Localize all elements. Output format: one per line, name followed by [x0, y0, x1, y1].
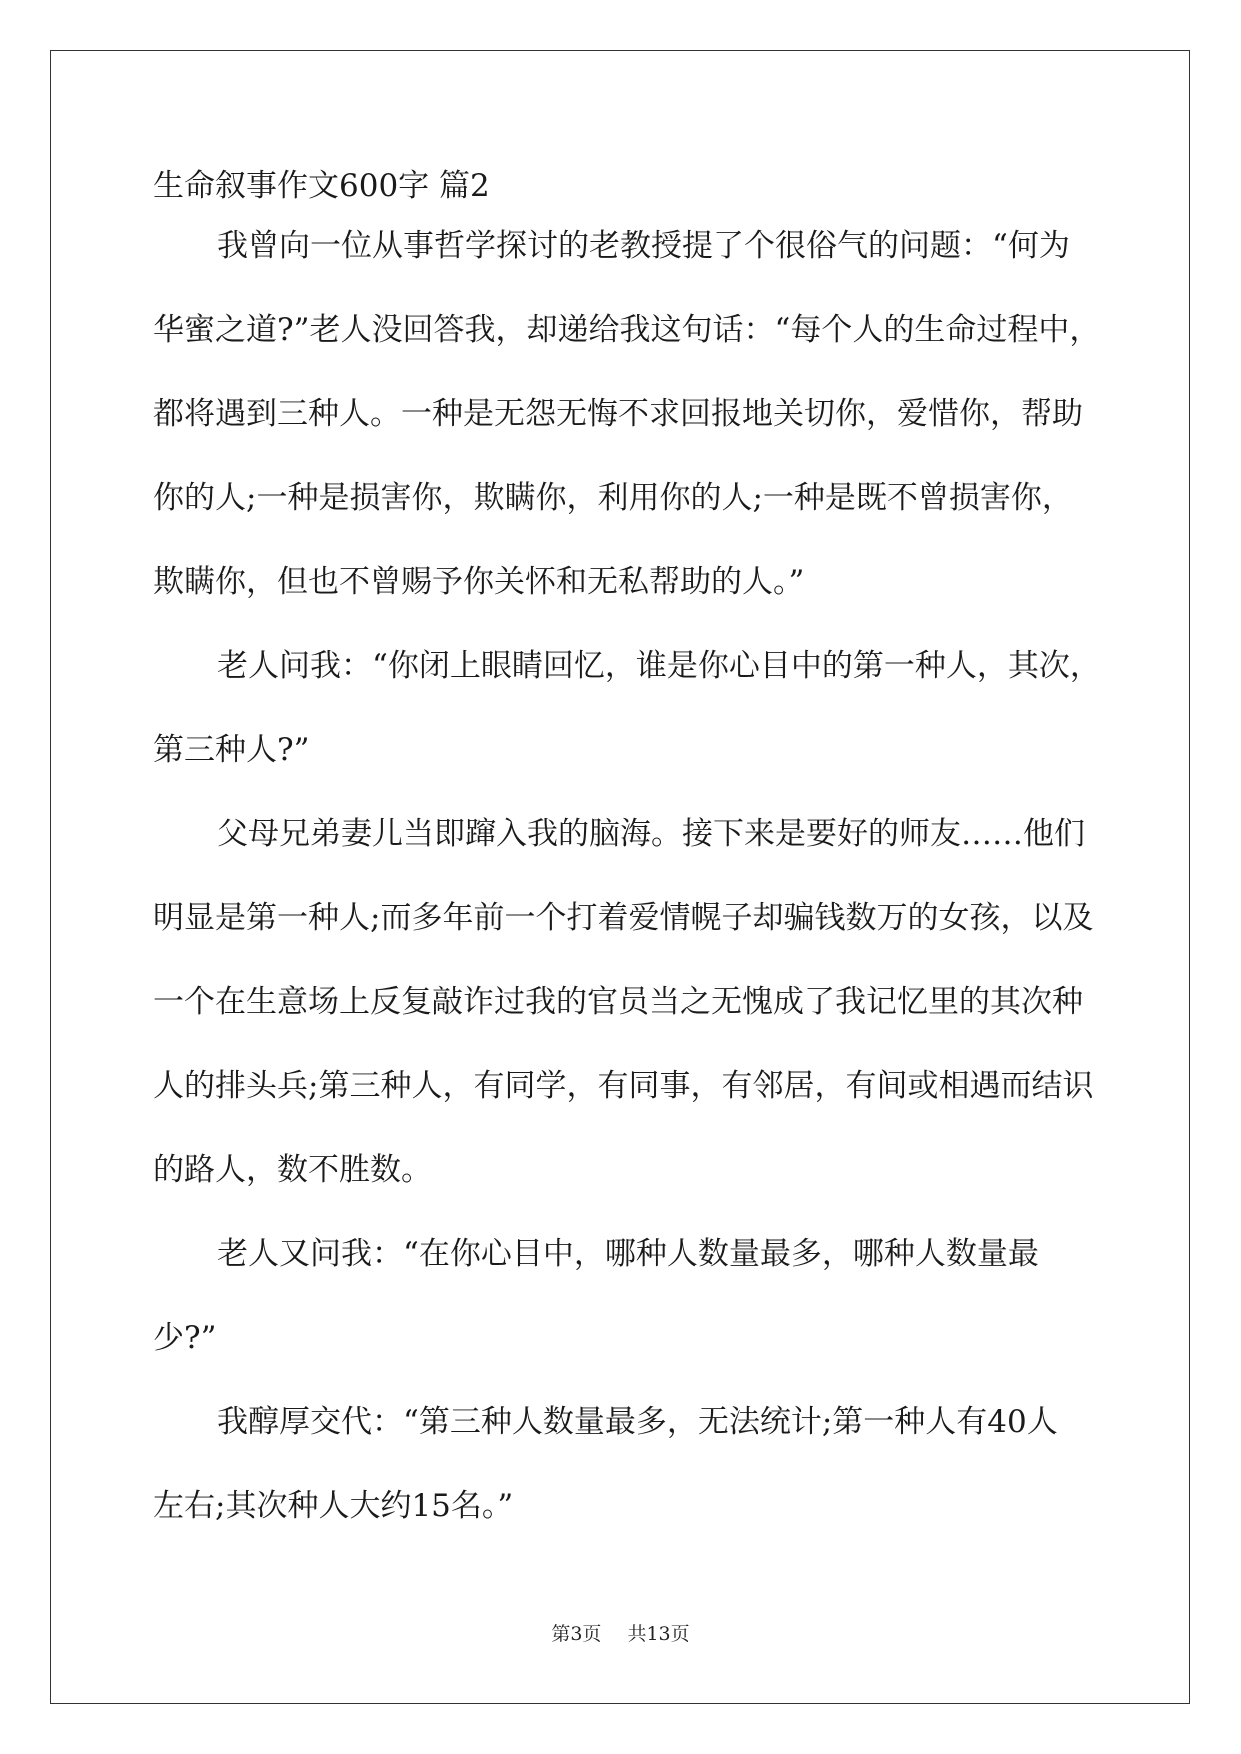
paragraph-3 [153, 792, 1093, 1212]
text-line: 华蜜之道?”老人没回答我，却递给我这句话：“每个人的生命过程中， [153, 312, 1101, 348]
page-footer [0, 1619, 1241, 1646]
text-line: 的路人，数不胜数。 [153, 1152, 432, 1188]
text-line: 我醇厚交代：“第三种人数量最多，无法统计;第一种人有40人 [217, 1404, 1058, 1440]
text-line: 老人问我：“你闭上眼睛回忆，谁是你心目中的第一种人，其次， [217, 648, 1101, 684]
paragraph-5 [153, 1380, 1093, 1548]
text-line: 你的人;一种是损害你，欺瞒你，利用你的人;一种是既不曾损害你， [153, 480, 1073, 516]
text-line: 明显是第一种人;而多年前一个打着爱情幌子却骗钱数万的女孩，以及 [153, 900, 1094, 936]
text-line: 第三种人?” [153, 732, 310, 768]
paragraph-2 [153, 624, 1101, 792]
text-line: 少?” [153, 1320, 217, 1356]
text-line: 欺瞒你，但也不曾赐予你关怀和无私帮助的人。” [153, 564, 805, 600]
text-line: 都将遇到三种人。一种是无怨无悔不求回报地关切你，爱惜你，帮助 [153, 396, 1083, 432]
paragraph-1 [153, 204, 1101, 624]
text-line: 父母兄弟妻儿当即蹿入我的脑海。接下来是要好的师友……他们 [217, 816, 1085, 852]
text-line: 人的排头兵;第三种人，有同学，有同事，有邻居，有间或相遇而结识 [153, 1068, 1094, 1104]
document-title: 生命叙事作文600字 篇2 [153, 168, 490, 204]
page-total: 共13页 [627, 1623, 690, 1645]
text-line: 老人又问我：“在你心目中，哪种人数量最多，哪种人数量最 [217, 1236, 1039, 1272]
text-line: 左右;其次种人大约15名。” [153, 1488, 514, 1524]
page-number: 第3页 [551, 1623, 602, 1645]
text-line: 我曾向一位从事哲学探讨的老教授提了个很俗气的问题：“何为 [217, 228, 1070, 264]
paragraph-4 [153, 1212, 1093, 1380]
text-line: 一个在生意场上反复敲诈过我的官员当之无愧成了我记忆里的其次种 [153, 984, 1083, 1020]
